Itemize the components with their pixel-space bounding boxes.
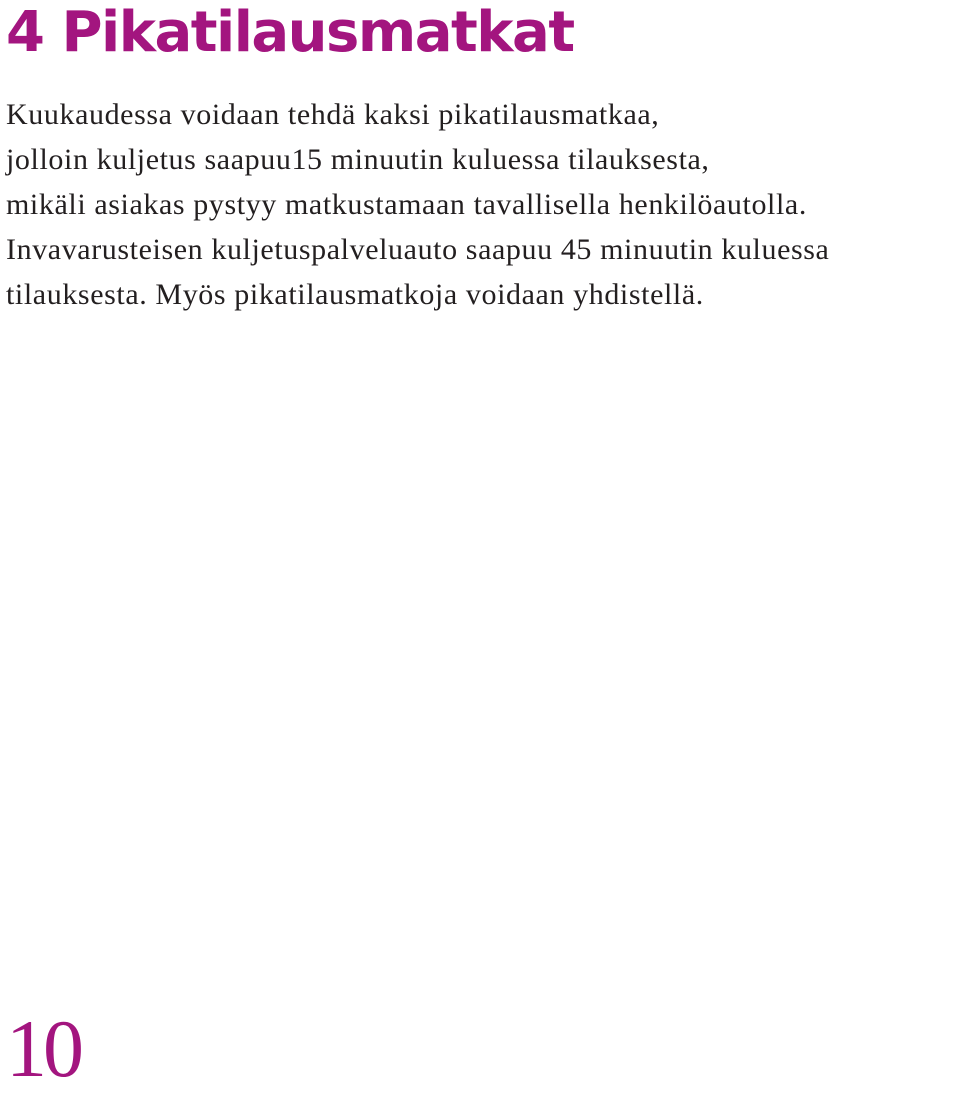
paragraph-line: Invavarusteisen kuljetuspalveluauto saapuu 45 minuutin kuluessa — [6, 233, 830, 266]
paragraph-line: mikäli asiakas pystyy matkustamaan tavallisella henkilöautolla. — [6, 188, 807, 221]
paragraph-line: Kuukaudessa voidaan tehdä kaksi pikatilausmatkaa, — [6, 98, 660, 131]
page-title: 4 Pikatilausmatkat — [6, 0, 574, 65]
page-number: 10 — [6, 1003, 80, 1094]
paragraph-line: tilauksesta. Myös pikatilausmatkoja voidaan yhdistellä. — [6, 278, 704, 311]
body-paragraph — [6, 92, 960, 317]
paragraph-line: jolloin kuljetus saapuu15 minuutin kuluessa tilauksesta, — [6, 143, 710, 176]
